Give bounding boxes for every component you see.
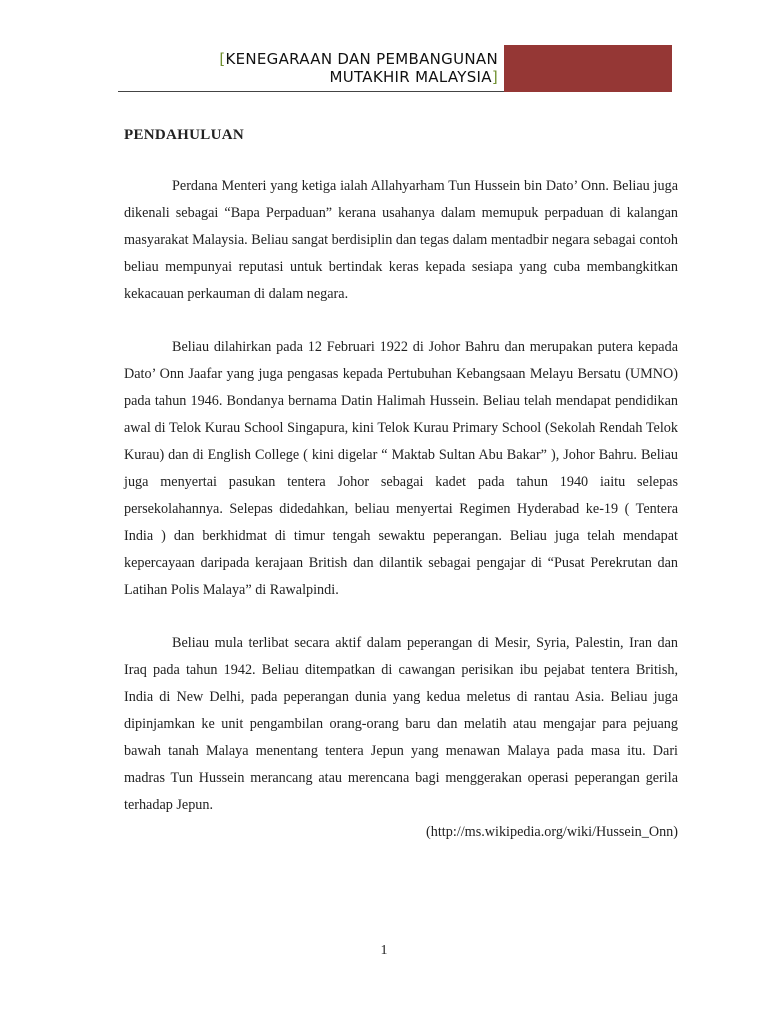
header-accent-block bbox=[504, 45, 672, 92]
citation: (http://ms.wikipedia.org/wiki/Hussein_Onn) bbox=[426, 824, 678, 840]
page-header bbox=[118, 45, 672, 92]
paragraph-3: Beliau mula terlibat secara aktif dalam peperangan di Mesir, Syria, Palestin, Iran dan Iraq pada tahun 1942. Beliau ditempatkan di cawangan perisikan ibu pejabat tentera British, India di New Delhi, pada peperangan dunia yang kedua meletus di rantau Asia. Beliau juga dipinjamkan ke unit pengambilan orang-orang baru dan melatih atau mengajar para pejuang bawah tanah Malaya menentang tentera Jepun yang menawan Malaya pada masa itu. Dari madras Tun Hussein merancang atau merencana bagi menggerakan operasi peperangan gerila terhadap Jepun. bbox=[124, 635, 678, 813]
document-body bbox=[124, 127, 678, 846]
header-bracket-open: [ bbox=[219, 50, 226, 68]
header-title-line2: MUTAKHIR MALAYSIA bbox=[329, 68, 492, 86]
header-rule bbox=[118, 91, 504, 92]
paragraph-2: Beliau dilahirkan pada 12 Februari 1922 di Johor Bahru dan merupakan putera kepada Dato’ Onn Jaafar yang juga pengasas kepada Pertubuhan Kebangsaan Melayu Bersatu (UMNO) pada tahun 1946. Bondanya bernama Datin Halimah Hussein. Beliau telah mendapat pendidikan awal di Telok Kurau School Singapura, kini Telok Kurau Primary School (Sekolah Rendah Telok Kurau) dan di English College ( kini digelar “ Maktab Sultan Abu Bakar” ), Johor Bahru. Beliau juga menyertai pasukan tentera Johor sebagai kadet pada tahun 1940 iaitu selepas persekolahannya. Selepas didedahkan, beliau menyertai Regimen Hyderabad ke-19 ( Tentera India ) dan berkhidmat di timur tengah sewaktu peperangan. Beliau juga telah mendapat kepercayaan daripada kerajaan British dan dilantik sebagai pengajar di “Pusat Perekrutan dan Latihan Polis Malaya” di Rawalpindi. bbox=[124, 339, 678, 598]
header-title bbox=[118, 50, 498, 86]
section-heading: PENDAHULUAN bbox=[124, 127, 244, 143]
page-number: 1 bbox=[380, 943, 388, 958]
header-bracket-close: ] bbox=[491, 68, 498, 86]
paragraph-1: Perdana Menteri yang ketiga ialah Allahyarham Tun Hussein bin Dato’ Onn. Beliau juga dikenali sebagai “Bapa Perpaduan” kerana usahanya dalam memupuk perpaduan di kalangan masyarakat Malaysia. Beliau sangat berdisiplin dan tegas dalam mentadbir negara sebagai contoh beliau mempunyai reputasi untuk bertindak keras kepada sesiapa yang cuba membangkitkan kekacauan perkauman di dalam negara. bbox=[124, 178, 678, 302]
header-title-line1: KENEGARAAN DAN PEMBANGUNAN bbox=[225, 50, 498, 68]
